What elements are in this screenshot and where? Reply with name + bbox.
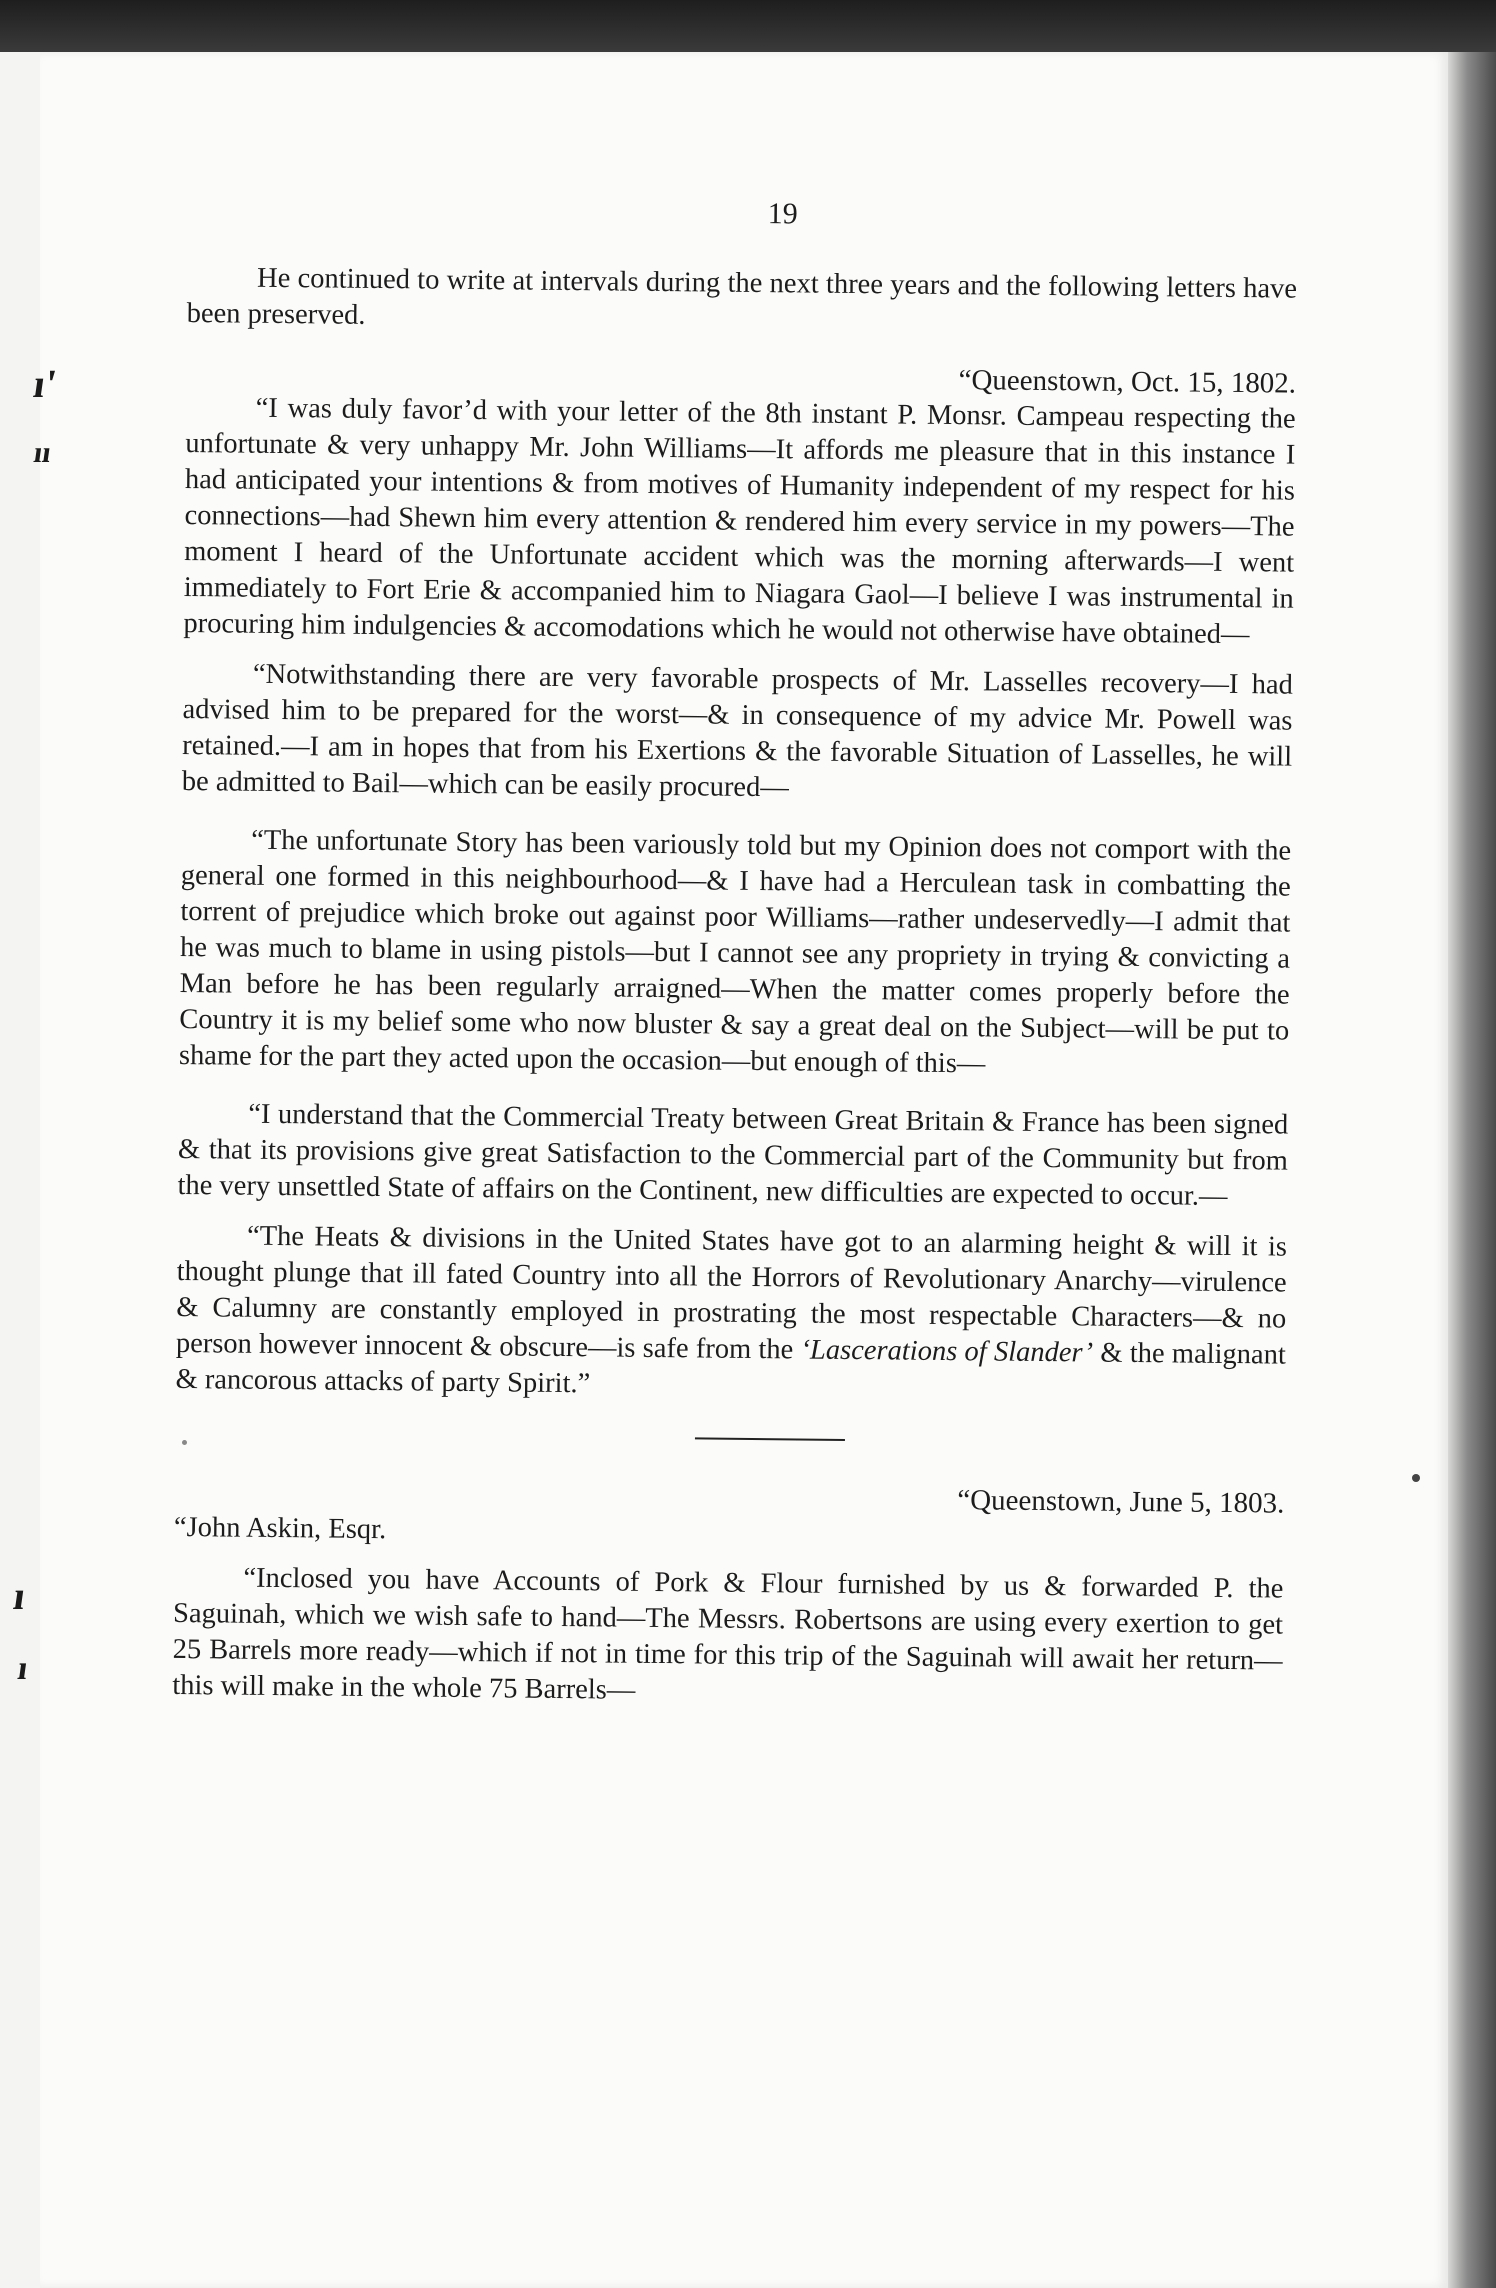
- scan-top-border: [0, 0, 1496, 52]
- margin-mark: ı: [10, 1573, 29, 1618]
- letter1-paragraph-2: “Notwithstanding there are very favorable prospects of Mr. Lasselles recovery—I had advised him to be prepared for the worst—& in consequence of my advice Mr. Powell was retained.—I am in hopes that from his Exertions & the favorable Situation of Lasselles, he will be admitted to Bail—which can be easily procured—: [181, 658, 1294, 804]
- section-divider: [695, 1437, 845, 1441]
- letter1-dateline: “Queenstown, Oct. 15, 1802.: [958, 364, 1297, 400]
- letter1-paragraph-5-text: “The Heats & divisions in the United States have got to an alarming height & will it is thought plunge that ill fated Country into all the Horrors of Revolutionary Anarchy—virulence & Calumny are constantly employed in prostrating the most respectable Characters—& no person however innocent & obscure—is safe from the: [175, 1220, 1288, 1366]
- letter1-paragraph-4: “I understand that the Commercial Treaty between Great Britain & France has been signed & that its provisions give great Satisfaction to the Commercial part of the Community but from the very unsettled State of affairs on the Continent, new difficulties are expected to occur.—: [177, 1098, 1289, 1212]
- letter2-paragraph-1: “Inclosed you have Accounts of Pork & Flour furnished by us & forwarded P. the Saguinah, which we wish safe to hand—The Messrs. Robertsons are using every exertion to get 25 Barrels more ready—which if not in time for this trip of the Saguinah will await her return—this will make in the whole 75 Barrels—: [172, 1562, 1284, 1706]
- letter1-paragraph-1: “I was duly favor’d with your letter of the 8th instant P. Monsr. Campeau respecting the unfortunate & very unhappy Mr. John Williams—It affords me pleasure that in this instance I had anticipated your intentions & from motives of Humanity independent of my respect for his connections—had Shewn him every attention & rendered him every service in my powers—The moment I heard of the Unfortunate accident which was the morning afterwards—I went immediately to Fort Erie & accompanied him to Niagara Gaol—I believe I was instrumental in procuring him indulgencies & accomodations which he would not otherwise have obtained—: [183, 392, 1296, 651]
- letter1-paragraph-5-italic: ‘Lascerations of Slander’: [800, 1334, 1094, 1369]
- speck: [1412, 1474, 1420, 1482]
- margin-mark: ı: [15, 1650, 31, 1687]
- page-number: 19: [767, 197, 798, 231]
- margin-mark: ı': [30, 361, 60, 406]
- letter2-dateline: “Queenstown, June 5, 1803.: [957, 1484, 1285, 1520]
- letter2-salutation: “John Askin, Esqr.: [173, 1511, 387, 1546]
- page-content: [172, 190, 1298, 1716]
- letter1-paragraph-5-end: & the malignant & rancorous attacks of party Spirit.”: [175, 1337, 1287, 1400]
- letter1-paragraph-5: [175, 1218, 1287, 1410]
- page-edge-shadow: [1448, 52, 1496, 2288]
- letter1-paragraph-3: “The unfortunate Story has been variously told but my Opinion does not comport with the general one formed in this neighbourhood—& I have had a Herculean task in combatting the torrent of prejudice which broke out against poor Williams—rather undeservedly—I admit that he was much to blame in using pistols—but I cannot see any propriety in trying & convicting a Man before he has been regularly arraigned—When the matter comes properly before the Country it is my belief some who now bluster & say a great deal on the Subject—will be put to shame for the part they acted upon the occasion—but enough of this—: [178, 824, 1292, 1080]
- intro-paragraph: He continued to write at intervals during the next three years and the following letters have been preserved.: [186, 262, 1298, 331]
- margin-mark: ıı: [31, 436, 54, 469]
